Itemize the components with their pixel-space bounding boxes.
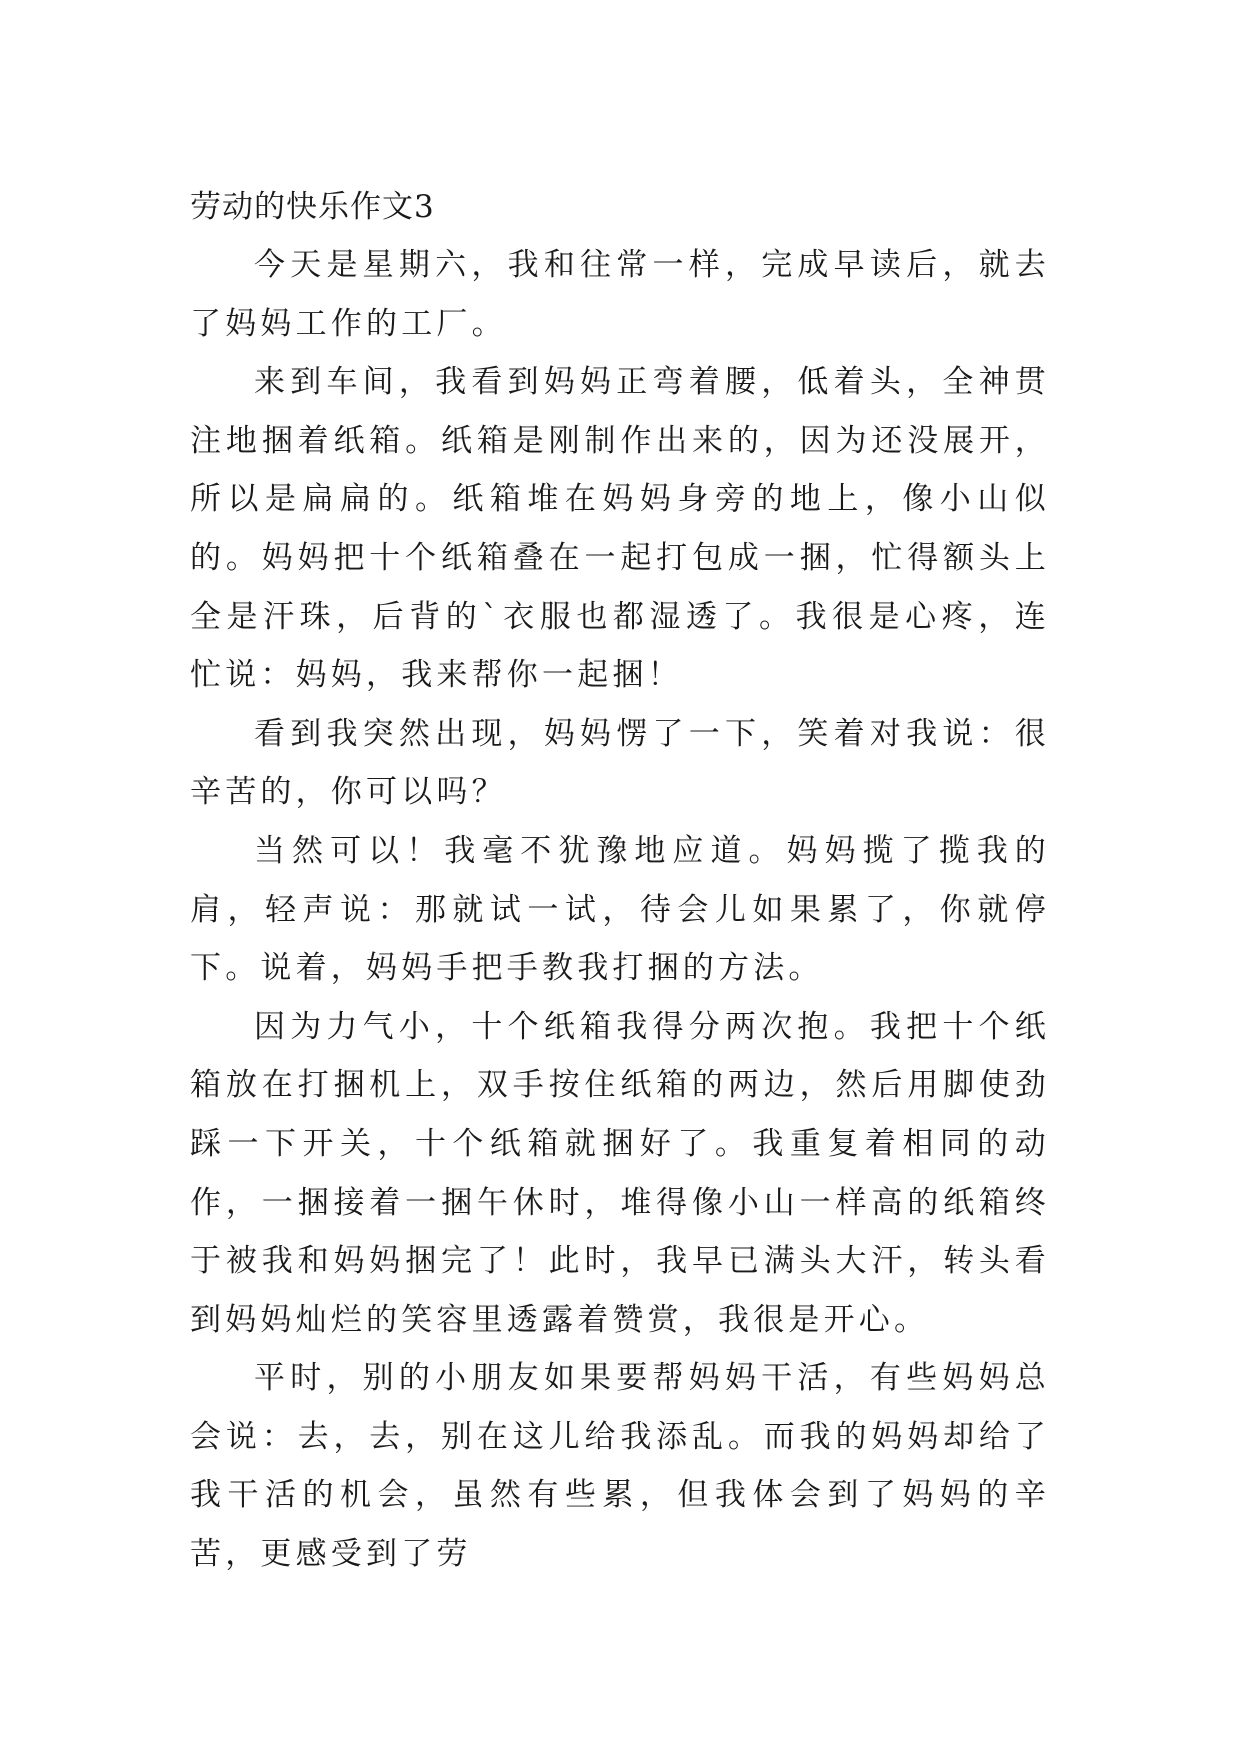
paragraph-6: 平时，别的小朋友如果要帮妈妈干活，有些妈妈总会说：去，去，别在这儿给我添乱。而我的妈妈却给了我干活的机会，虽然有些累，但我体会到了妈妈的辛苦，更感受到了劳 xyxy=(190,1360,1050,1573)
paragraph-2: 来到车间，我看到妈妈正弯着腰，低着头，全神贯注地捆着纸箱。纸箱是刚制作出来的，因为还没展开，所以是扁扁的。纸箱堆在妈妈身旁的地上，像小山似的。妈妈把十个纸箱叠在一起打包成一捆，忙得额头上全是汗珠，后背的`衣服也都湿透了。我很是心疼，连忙说：妈妈，我来帮你一起捆！ xyxy=(190,364,1050,694)
paragraph-3: 看到我突然出现，妈妈愣了一下，笑着对我说：很辛苦的，你可以吗？ xyxy=(190,715,1050,811)
paragraph-1: 今天是星期六，我和往常一样，完成早读后，就去了妈妈工作的工厂。 xyxy=(190,247,1050,342)
document-body xyxy=(190,178,1050,1584)
paragraph-4: 当然可以！我毫不犹豫地应道。妈妈揽了揽我的肩，轻声说：那就试一试，待会儿如果累了，你就停下。说着，妈妈手把手教我打捆的方法。 xyxy=(190,832,1050,987)
paragraph-5: 因为力气小，十个纸箱我得分两次抱。我把十个纸箱放在打捆机上，双手按住纸箱的两边，然后用脚使劲踩一下开关，十个纸箱就捆好了。我重复着相同的动作，一捆接着一捆午休时，堆得像小山一样高的纸箱终于被我和妈妈捆完了！此时，我早已满头大汗，转头看到妈妈灿烂的笑容里透露着赞赏，我很是开心。 xyxy=(190,1008,1050,1338)
document-title: 劳动的快乐作文3 xyxy=(190,189,435,225)
